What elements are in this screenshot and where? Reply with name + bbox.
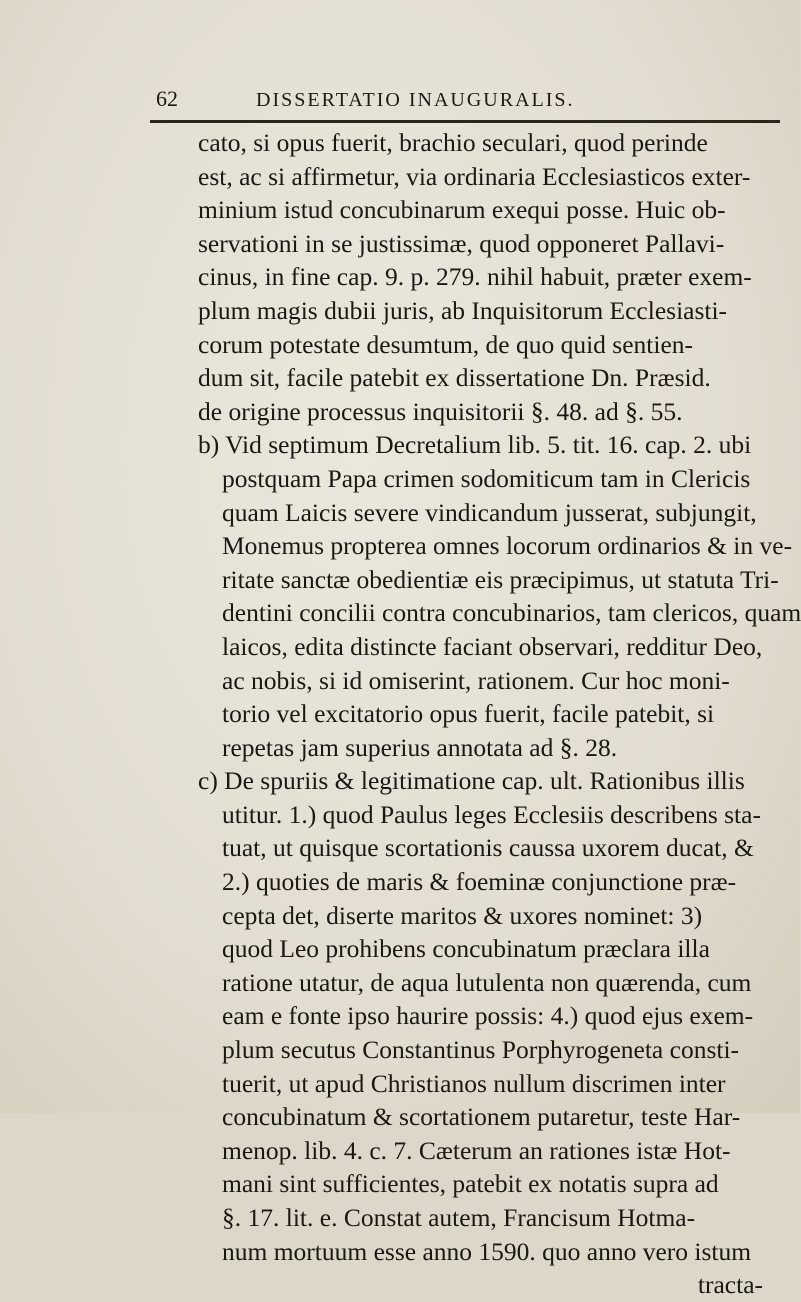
footnote-line: §. 17. lit. e. Constat autem, Francisum Hotma- (222, 1203, 696, 1232)
footnote-line: tuat, ut quisque scortationis caussa uxorem ducat, & (222, 833, 754, 863)
footnote-line: ratione utatur, de aqua lutulenta non quærenda, cum (222, 967, 752, 997)
text-line: dum sit, facile patebit ex dissertatione Dn. Præsid. (198, 363, 711, 393)
page-number: 62 (156, 86, 178, 111)
text-line: est, ac si affirmetur, via ordinaria Ecclesiasticos exter- (198, 161, 751, 191)
footnote-line: ritate sanctæ obedientiæ eis præcipimus, ut statuta Tri- (222, 564, 779, 594)
text-line: servationi in se justissimæ, quod opponeret Pallavi- (198, 228, 725, 258)
footnote-line: utitur. 1.) quod Paulus leges Ecclesiis describens sta- (222, 799, 761, 829)
footnote-line: plum secutus Constantinus Porphyrogeneta consti- (222, 1035, 740, 1065)
text-line: cato, si opus fuerit, brachio seculari, quod perinde (198, 128, 708, 157)
footnote-line: quod Leo prohibens concubinatum præclara illa (222, 934, 710, 964)
footnote-line: concubinatum & scortationem putaretur, teste Har- (222, 1102, 741, 1132)
text-line: minium istud concubinarum exequi posse. Huic ob- (198, 195, 726, 225)
text-block (198, 126, 801, 1302)
footnote-line: laicos, edita distincte faciant observari, redditur Deo, (222, 631, 763, 661)
running-title: DISSERTATIO INAUGURALIS. (256, 89, 575, 111)
footnote-line: dentini concilii contra concubinarios, tam clericos, quam (222, 598, 801, 628)
footnote-b (198, 428, 801, 764)
footnote-line: eam e fonte ipso haurire possis: 4.) quod ejus exem- (222, 1001, 754, 1031)
footnote-line: postquam Papa crimen sodomiticum tam in Clericis (222, 463, 751, 493)
footnote-line: tuerit, ut apud Christianos nullum discrimen inter (222, 1068, 726, 1098)
text-line: corum potestate desumtum, de quo quid sentien- (198, 329, 694, 359)
text-line: plum magis dubii juris, ab Inquisitorum Ecclesiasti- (198, 295, 728, 325)
header-rule (150, 120, 780, 123)
footnote-line: mani sint sufficientes, patebit ex notatis supra ad (222, 1169, 719, 1199)
footnote-line: 2.) quoties de maris & foeminæ conjunctione præ- (222, 867, 737, 897)
footnote-line: repetas jam superius annotata ad §. 28. (222, 732, 618, 762)
text-line: cinus, in fine cap. 9. p. 279. nihil habuit, præter exem- (198, 262, 752, 292)
footnote-line: cepta det, diserte maritos & uxores nominet: 3) (222, 900, 703, 930)
footnote-line: quam Laicis severe vindicandum jusserat, subjungit, (222, 497, 757, 527)
footnote-line: ac nobis, si id omiserint, rationem. Cur hoc moni- (222, 665, 730, 695)
text-line: de origine processus inquisitorii §. 48. ad §. 55. (198, 396, 683, 426)
footnote-line: torio vel excitatorio opus fuerit, facile patebit, si (222, 699, 715, 729)
page-header (156, 72, 781, 112)
footnote-line: menop. lib. 4. c. 7. Cæterum an rationes istæ Hot- (222, 1135, 731, 1165)
footnote-line: b) Vid septimum Decretalium lib. 5. tit. 16. cap. 2. ubi (198, 430, 752, 460)
main-paragraph (198, 126, 788, 428)
catchword: tracta- (697, 1270, 763, 1300)
footnote-line: Monemus propterea omnes locorum ordinarios & in ve- (222, 531, 793, 561)
footnote-c (198, 764, 788, 1268)
footnote-line: c) De spuriis & legitimatione cap. ult. Rationibus illis (198, 766, 745, 796)
footnote-line: num mortuum esse anno 1590. quo anno vero istum (222, 1236, 752, 1266)
